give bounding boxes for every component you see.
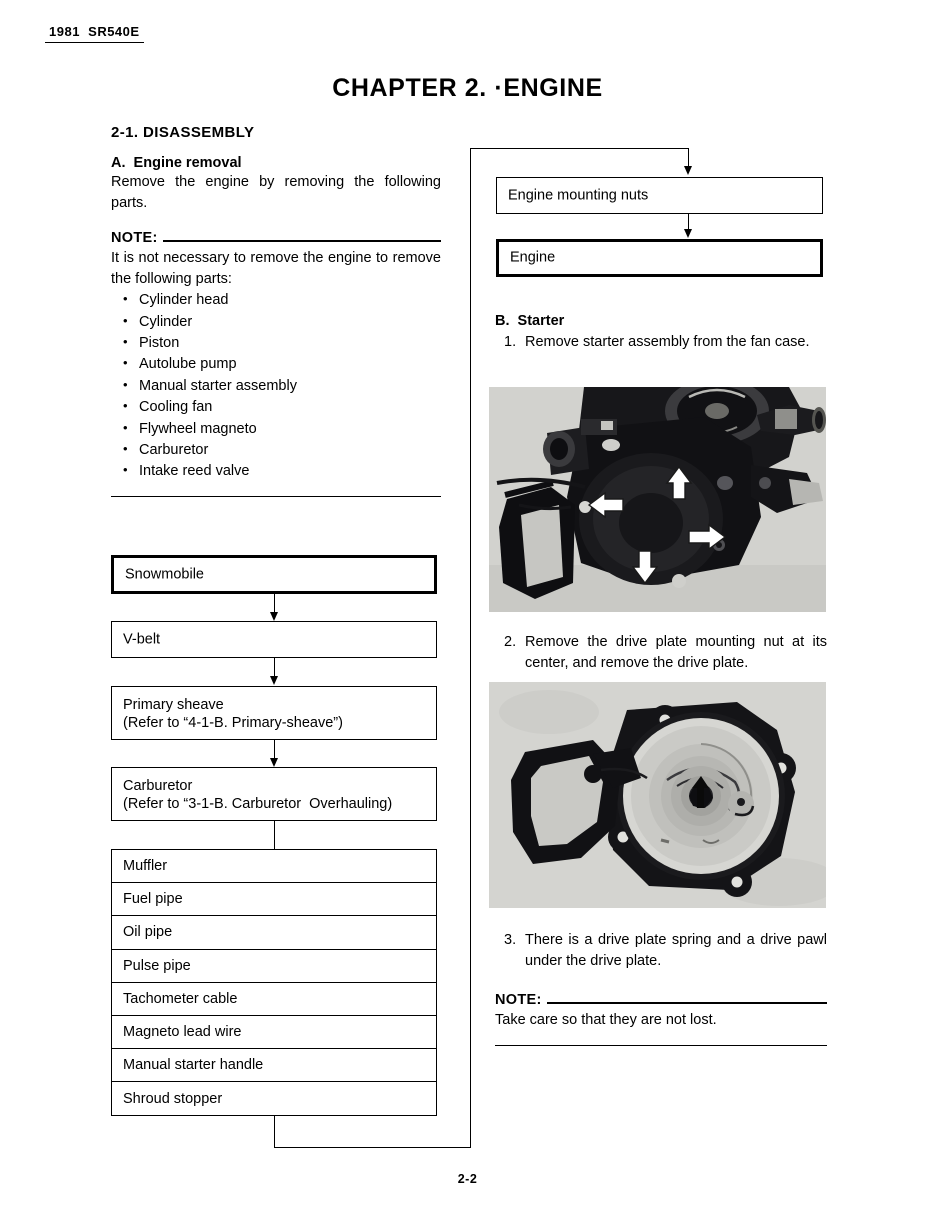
flow-stack-row: Shroud stopper: [123, 1090, 223, 1107]
flow-box-label-line2: (Refer to “3-1-B. Carburetor Overhauling): [123, 796, 393, 812]
flow-stack-row: Oil pipe: [112, 916, 436, 949]
connector-line-right: [274, 1147, 471, 1148]
step-text: Remove starter assembly from the fan case.: [525, 334, 810, 350]
connector-arrow: [270, 612, 278, 621]
note-label: NOTE:: [495, 992, 542, 1009]
note-label: NOTE:: [111, 230, 158, 247]
flow-box-primary-sheave: [111, 686, 437, 740]
step-block-3: [495, 930, 827, 1046]
flow-box-engine: [496, 239, 823, 277]
parts-list-item: • Manual starter assembly: [123, 376, 441, 397]
engine-assembly-photo: [489, 387, 826, 612]
flow-stack-row: Tachometer cable: [112, 983, 436, 1016]
parts-list-item: • Intake reed valve: [123, 461, 441, 482]
step-number: 3.: [504, 932, 517, 948]
note-heading: [495, 992, 827, 1008]
parts-list-item: • Cylinder head: [123, 290, 441, 311]
flow-box-snowmobile: [111, 555, 437, 594]
connector-line-into-box: [688, 148, 689, 168]
flow-stack-row: Pulse pipe: [112, 950, 436, 983]
step-number: 2.: [504, 634, 517, 650]
flow-box-engine-mounting-nuts: [496, 177, 823, 214]
recoil-starter-photo-graphic: [489, 682, 826, 908]
intro-paragraph: Remove the engine by removing the following parts.: [111, 174, 441, 211]
connector-line-top: [470, 148, 689, 149]
page-number: 2-2: [457, 1172, 478, 1186]
flow-box-label-line1: Carburetor: [123, 778, 193, 794]
flow-stack-row: Manual starter handle: [112, 1049, 436, 1082]
connector-arrow: [684, 229, 692, 238]
flow-box-label-line1: Primary sheave: [123, 697, 224, 713]
flow-box-label: Engine mounting nuts: [508, 186, 649, 203]
subsection-heading-starter: B. Starter: [495, 313, 565, 329]
step-item-3: [495, 930, 827, 971]
parts-list-item: • Autolube pump: [123, 354, 441, 375]
note-rule: [163, 240, 441, 242]
connector-line: [274, 658, 275, 678]
note-heading: [111, 230, 441, 246]
left-column: [111, 124, 441, 497]
flow-box-label: Snowmobile: [125, 565, 204, 582]
step-number: 1.: [504, 334, 517, 350]
parts-list-item: • Piston: [123, 333, 441, 354]
connector-arrow: [684, 166, 692, 175]
note-paragraph: Take care so that they are not lost.: [495, 1012, 717, 1029]
step-text: Remove the drive plate mounting nut at its center, and remove the drive plate.: [525, 634, 827, 671]
section-divider-rule: [111, 496, 441, 497]
flow-stack-row: Muffler: [112, 850, 436, 883]
connector-line: [274, 821, 275, 849]
engine-assembly-photo-graphic: [489, 387, 826, 612]
flow-stack-row: Fuel pipe: [112, 883, 436, 916]
running-head: 1981 SR540E: [45, 24, 144, 43]
parts-list-item: • Flywheel magneto: [123, 419, 441, 440]
page-title: CHAPTER 2. ·ENGINE: [332, 74, 603, 102]
subsection-heading-engine-removal: A. Engine removal: [111, 155, 242, 171]
recoil-starter-photo: [489, 682, 826, 908]
note-paragraph: It is not necessary to remove the engine to remove the following parts:: [111, 250, 441, 287]
parts-list-item: • Carburetor: [123, 440, 441, 461]
note-closing-rule: [495, 1045, 827, 1046]
note-rule: [547, 1002, 827, 1004]
connector-arrow: [270, 758, 278, 767]
section-heading: 2-1. DISASSEMBLY: [111, 124, 255, 141]
flow-stack-row: Magneto lead wire: [112, 1016, 436, 1049]
flow-box-label: Engine: [510, 249, 556, 266]
connector-line-down: [274, 1116, 275, 1147]
flow-box-label: V-belt: [123, 630, 161, 647]
flow-box-carburetor: [111, 767, 437, 821]
flow-box-v-belt: [111, 621, 437, 658]
connector-line-up: [470, 148, 471, 1147]
right-column: [495, 313, 827, 353]
parts-list-item: • Cylinder: [123, 312, 441, 333]
connector-line: [274, 740, 275, 760]
step-item-2: [495, 632, 827, 673]
connector-arrow: [270, 676, 278, 685]
step-text: There is a drive plate spring and a drive pawl under the drive plate.: [525, 932, 827, 969]
step-block-2: [495, 632, 827, 673]
step-item-1: [495, 332, 827, 353]
flow-box-label-line2: (Refer to “4-1-B. Primary-sheave”): [123, 715, 343, 731]
connector-line: [274, 594, 275, 614]
parts-list: [111, 290, 441, 482]
flow-box-stacked-parts: [111, 849, 437, 1116]
parts-list-item: • Cooling fan: [123, 397, 441, 418]
